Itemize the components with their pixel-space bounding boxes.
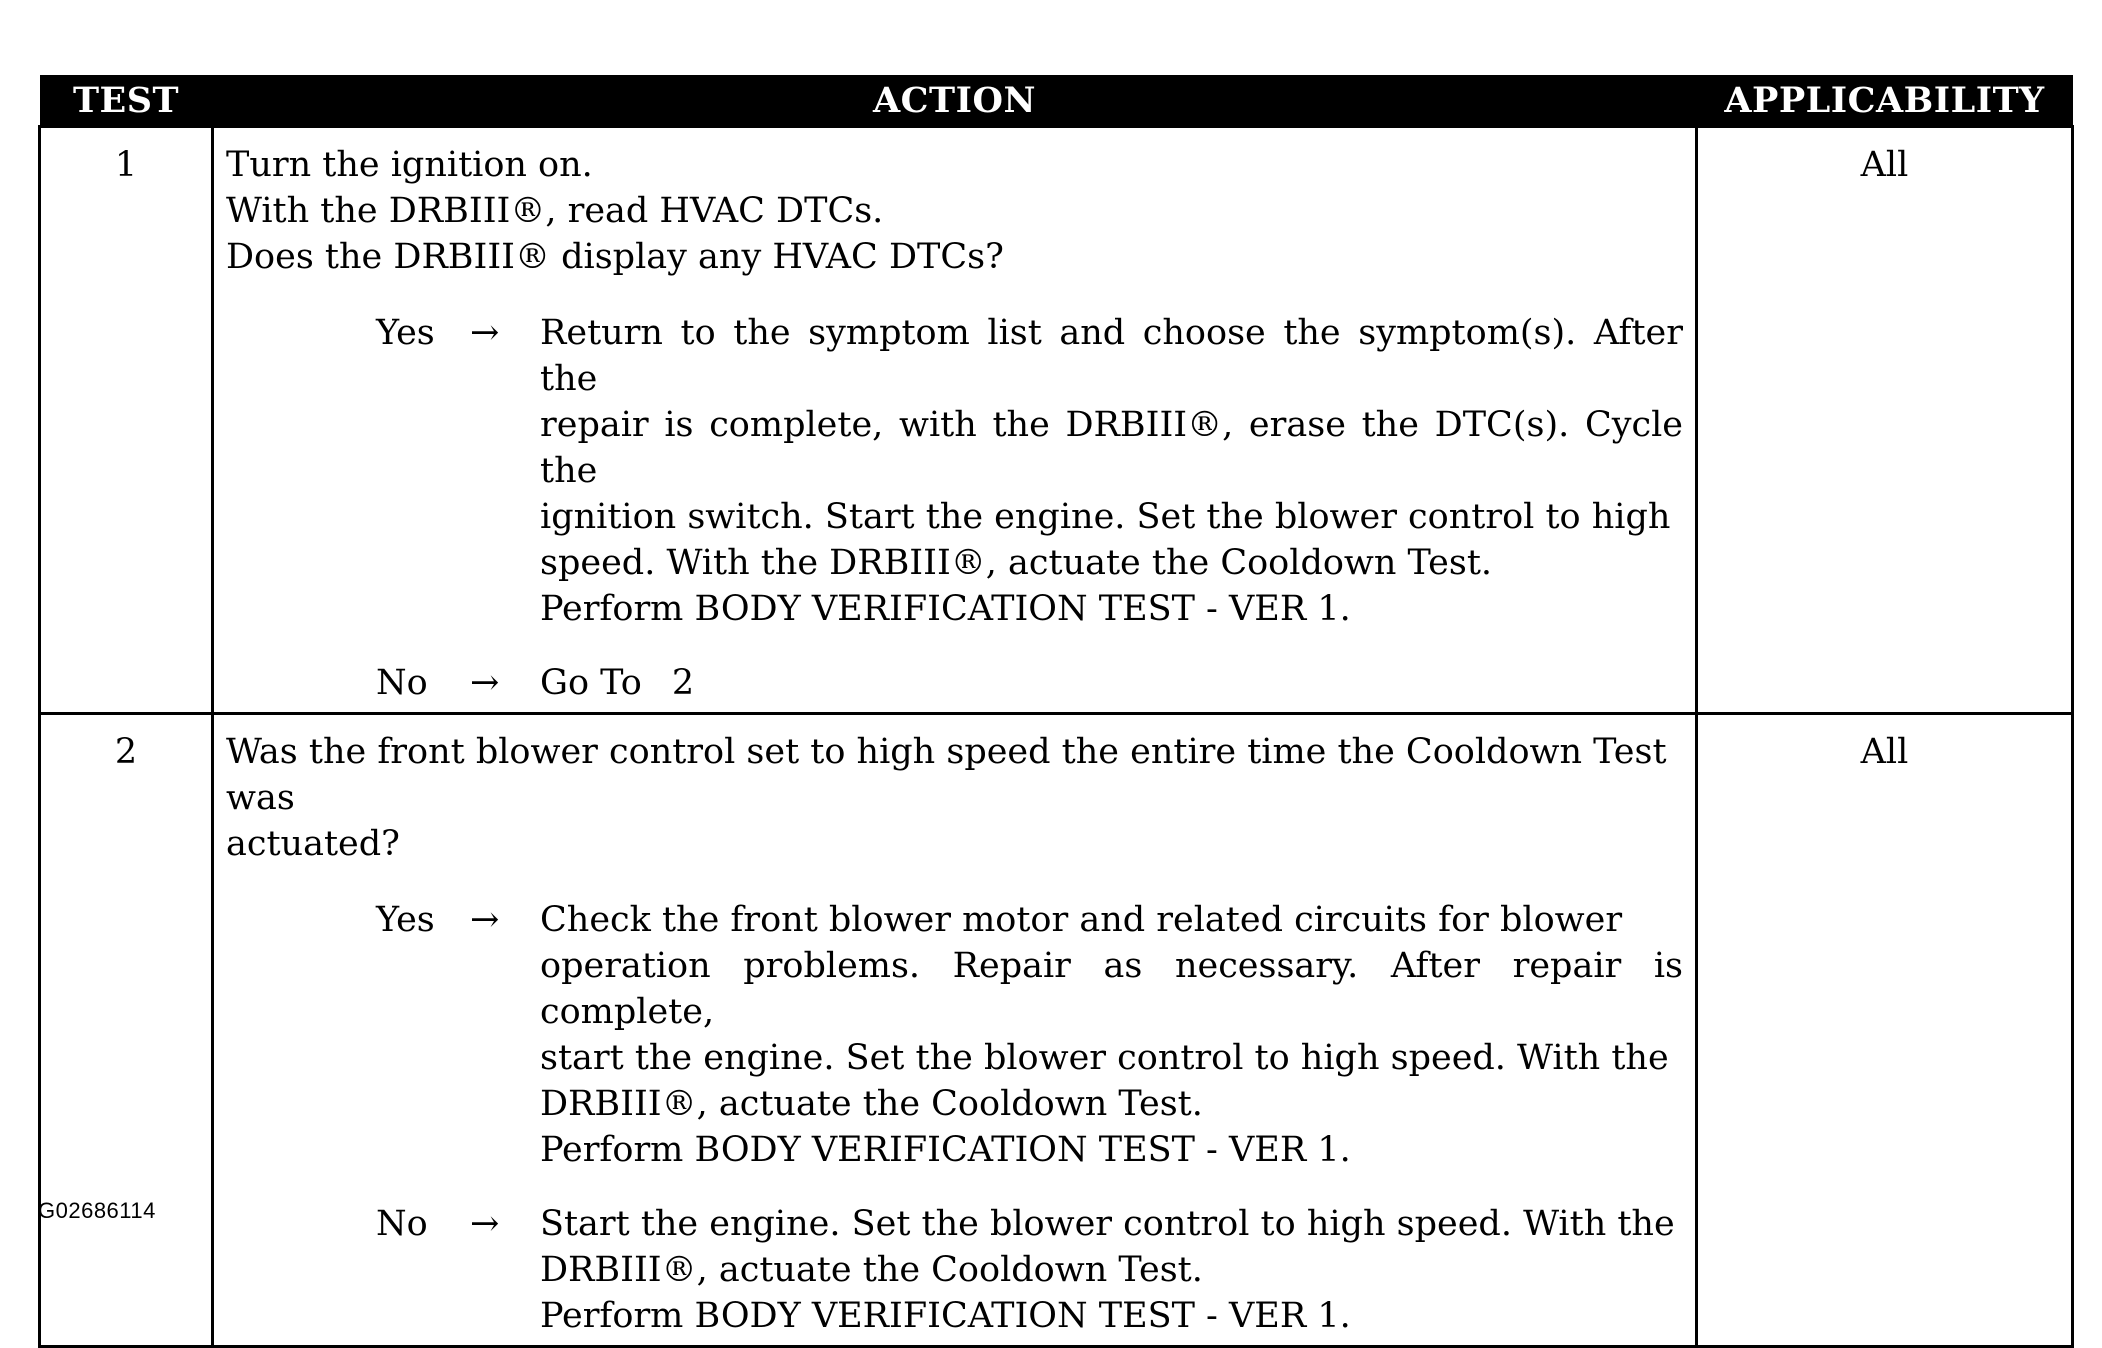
answer-text xyxy=(540,660,1683,706)
answer-line: DRBIII®, actuate the Cooldown Test. xyxy=(540,1250,1203,1290)
figure-id: G02686114 xyxy=(38,1198,156,1223)
goto-label: Go To xyxy=(540,663,642,703)
answer-label: No xyxy=(376,1204,428,1244)
table-header xyxy=(40,75,2073,127)
answer-text xyxy=(540,897,1683,1173)
answer-line: speed. With the DRBIII®, actuate the Cooldown Test. xyxy=(540,543,1493,583)
answer-line: Start the engine. Set the blower control to high speed. With the xyxy=(540,1204,1675,1244)
answer-line: Return to the symptom list and choose the symptom(s). After the xyxy=(540,313,1683,399)
diagnostic-table xyxy=(38,75,2074,1348)
answer-line: repair is complete, with the DRBIII®, erase the DTC(s). Cycle the xyxy=(540,405,1683,491)
answer-line: Check the front blower motor and related circuits for blower xyxy=(540,900,1623,940)
answer-line: Perform BODY VERIFICATION TEST - VER 1. xyxy=(540,1130,1351,1170)
answers xyxy=(226,310,1683,706)
arrow-right-icon: → xyxy=(470,900,500,940)
table-row xyxy=(40,714,2073,1347)
arrow-right-icon: → xyxy=(470,313,500,353)
goto-test-number: 2 xyxy=(671,663,695,703)
answer-line: Perform BODY VERIFICATION TEST - VER 1. xyxy=(540,1296,1351,1336)
answer-yes xyxy=(226,310,1683,632)
action-cell xyxy=(213,714,1697,1347)
question-line: Does the DRBIII® display any HVAC DTCs? xyxy=(226,237,1004,277)
answers xyxy=(226,897,1683,1339)
header-test: TEST xyxy=(40,75,213,127)
applicability-value: All xyxy=(1697,127,2073,714)
header-applicability: APPLICABILITY xyxy=(1697,75,2073,127)
answer-line: operation problems. Repair as necessary. After repair is complete, xyxy=(540,946,1683,1032)
diagnostic-procedure xyxy=(38,75,2071,1348)
answer-line: start the engine. Set the blower control to high speed. With the xyxy=(540,1038,1669,1078)
arrow-right-icon: → xyxy=(470,663,500,703)
answer-line: ignition switch. Start the engine. Set the blower control to high xyxy=(540,497,1671,537)
answer-label: No xyxy=(376,663,428,703)
question-line: Turn the ignition on. xyxy=(226,145,593,185)
question xyxy=(226,142,1683,280)
answer-label: Yes xyxy=(376,900,435,940)
answer-label: Yes xyxy=(376,313,435,353)
applicability-value: All xyxy=(1697,714,2073,1347)
answer-no xyxy=(226,660,1683,706)
arrow-right-icon: → xyxy=(470,1204,500,1244)
answer-yes xyxy=(226,897,1683,1173)
answer-text xyxy=(540,310,1683,632)
answer-text xyxy=(540,1201,1683,1339)
question-line: actuated? xyxy=(226,824,400,864)
test-number: 2 xyxy=(40,714,213,1347)
answer-line: DRBIII®, actuate the Cooldown Test. xyxy=(540,1084,1203,1124)
action-cell xyxy=(213,127,1697,714)
question-line: Was the front blower control set to high speed the entire time the Cooldown Test was xyxy=(226,732,1667,818)
question xyxy=(226,729,1683,867)
test-number: 1 xyxy=(40,127,213,714)
answer-line: Perform BODY VERIFICATION TEST - VER 1. xyxy=(540,589,1351,629)
header-action: ACTION xyxy=(213,75,1697,127)
answer-no xyxy=(226,1201,1683,1339)
question-line: With the DRBIII®, read HVAC DTCs. xyxy=(226,191,884,231)
table-row xyxy=(40,127,2073,714)
